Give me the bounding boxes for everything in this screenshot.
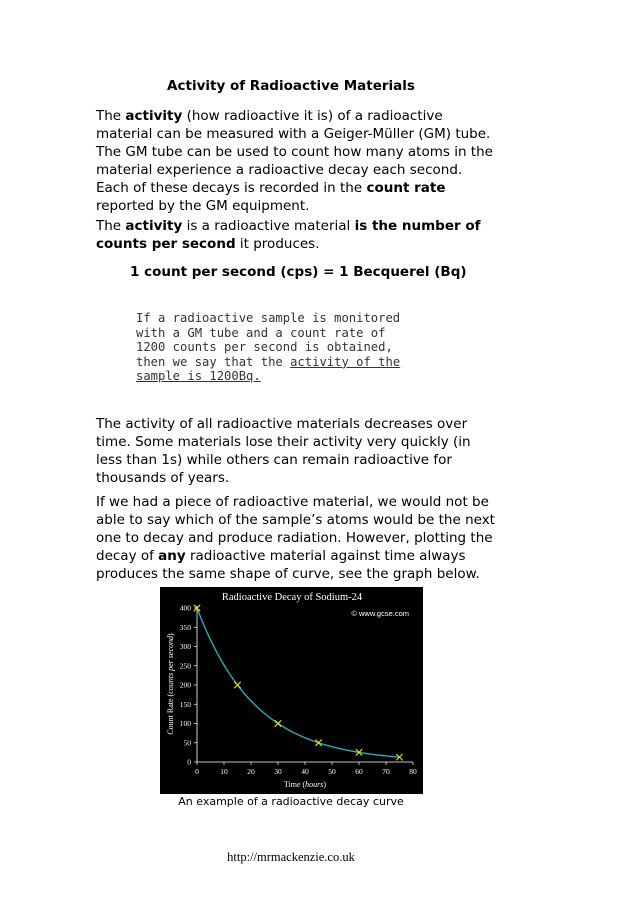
paragraph-activity-definition (96, 217, 496, 253)
y-tick-label: 150 (179, 699, 191, 709)
y-tick-label: 250 (179, 661, 191, 671)
text-run: The (96, 108, 126, 124)
decay-chart (160, 587, 423, 794)
x-tick-label: 50 (328, 767, 336, 776)
formula-becquerel: 1 count per second (cps) = 1 Becquerel (Bq) (130, 264, 467, 280)
chart-axes (197, 606, 413, 762)
chart-title: Radioactive Decay of Sodium-24 (221, 592, 363, 603)
chart-caption: An example of a radioactive decay curve (178, 795, 404, 808)
text-run: it produces. (235, 236, 320, 252)
footer-url: http://mrmackenzie.co.uk (227, 850, 355, 864)
data-point-marker (234, 682, 240, 688)
x-tick-label: 0 (195, 767, 199, 776)
y-tick-label: 100 (179, 719, 191, 729)
text-run: The (96, 218, 126, 234)
example-text: If a radioactive sample is monitored with a GM tube and a count rate of 1200 counts per second is obtained, then we say that the (136, 311, 401, 369)
text-run: If we had a piece of radioactive material, we would not be able to say which of the sample’s atoms would be the next one to decay and produce radiation. However, plotting the decay of (96, 494, 495, 564)
x-tick-label: 30 (274, 767, 282, 776)
x-tick-label: 70 (382, 767, 390, 776)
x-tick-label: 40 (301, 767, 309, 776)
x-tick-label: 60 (355, 767, 363, 776)
chart-ticks (180, 604, 417, 776)
data-point-marker (315, 740, 321, 746)
y-tick-label: 300 (179, 642, 191, 652)
y-tick-label: 400 (179, 603, 191, 613)
decay-chart-svg (160, 587, 423, 794)
text-run: is a radioactive material (182, 218, 355, 234)
y-tick-label: 350 (179, 622, 191, 632)
bold-text: any (158, 548, 186, 564)
y-tick-label: 50 (183, 738, 191, 748)
example-conclusion: activity of the sample is 1200Bq. (136, 354, 401, 384)
y-axis-label: Count Rate (counts per second) (166, 633, 175, 735)
data-point-marker (275, 720, 281, 726)
bold-text: activity (125, 218, 183, 234)
x-tick-label: 80 (409, 767, 417, 776)
x-axis-label: Time (hours) (283, 780, 327, 789)
page-title: Activity of Radioactive Materials (167, 78, 415, 94)
bold-text: count rate (366, 180, 446, 196)
x-tick-label: 10 (220, 767, 228, 776)
example-box (136, 311, 436, 384)
bold-text: activity (125, 108, 183, 124)
bold-text: is the number of counts per second (96, 218, 481, 252)
y-tick-label: 200 (179, 680, 191, 690)
paragraph-decay-curve (96, 493, 496, 583)
text-run: The activity of all radioactive materials decreases over time. Some materials lose their activity very quickly (in less than 1s) while others can remain radioactive for thousands of years. (96, 416, 471, 486)
text-run: (how radioactive it is) of a radioactive material can be measured with a Geiger-Müller (GM) tube. The GM tube can be used to count how many atoms in the material experience a radioactive decay each second. Each of these decays is recorded in the (96, 108, 493, 196)
x-tick-label: 20 (247, 767, 255, 776)
decay-curve-line (197, 608, 400, 757)
chart-watermark: © www.gcse.com (351, 609, 409, 618)
text-run: reported by the GM equipment. (96, 198, 310, 214)
paragraph-activity-intro (96, 107, 496, 215)
chart-markers (194, 605, 403, 761)
y-tick-label: 0 (187, 757, 191, 767)
paragraph-decay-rate (96, 415, 496, 487)
text-run: radioactive material against time always produces the same shape of curve, see the graph below. (96, 548, 480, 582)
